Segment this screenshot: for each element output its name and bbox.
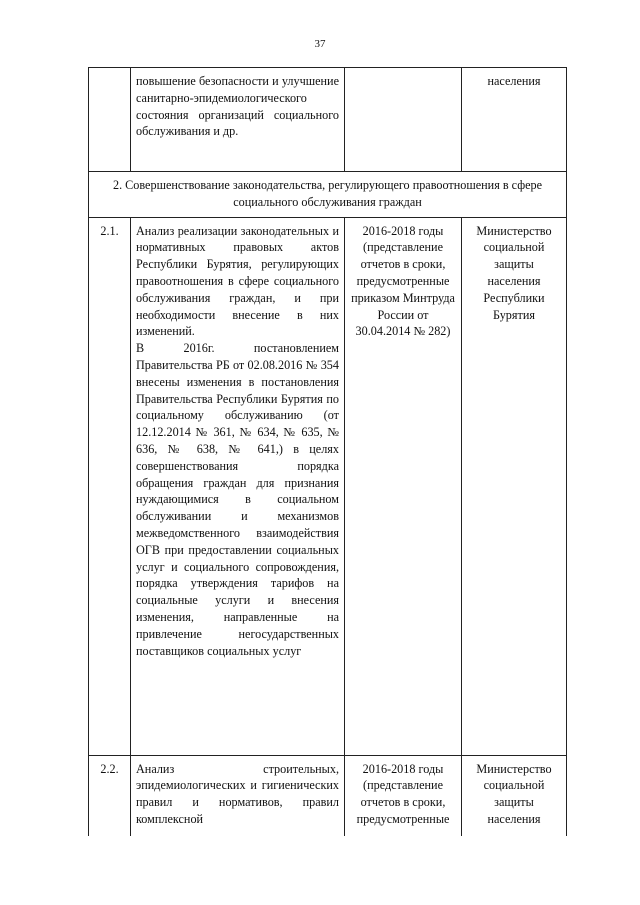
section-2-title: 2. Совершенствование законодательства, регулирующего правоотношения в сфере социального обслуживания граждан — [89, 172, 567, 218]
term-cell — [345, 68, 462, 172]
row-number-cell: 2.2. — [89, 755, 131, 836]
table-row-continuation — [89, 68, 567, 172]
measure-result-note: В 2016г. постановлением Правительства РБ от 02.08.2016 № 354 внесены изменения в постановления Правительства Республики Бурятия по социальному обслуживанию (от 12.12.2014 № 361, № 634, № 635, № 636, № 638, № 641,) в целях совершенствования порядка обращения граждан для признания нуждающимися в социальном обслуживании и механизмов межведомственного взаимодействия ОГВ при предоставлении социальных услуг и социального сопровождения, порядка утверждения тарифов на социальные услуги и внесения изменения, направленные на привлечение негосударственных поставщиков социальных услуг — [136, 341, 339, 658]
measure-description: Анализ реализации законодательных и нормативных правовых актов Республики Бурятия, регулирующих правоотношения в сфере социального обслуживания граждан, и при необходимости внесение в них изменений. — [136, 223, 339, 339]
executor-cell: населения — [462, 68, 567, 172]
table-row-2-1 — [89, 217, 567, 755]
table-row-2-2 — [89, 755, 567, 836]
executor-cell: Министерство социальной защиты населения Республики Бурятия — [462, 217, 567, 755]
measure-description-cell: повышение безопасности и улучшение санитарно-эпидемиологического состояния организаций социального обслуживания и др. — [131, 68, 345, 172]
executor-cell: Министерство социальной защиты населения — [462, 755, 567, 836]
row-number-cell: 2.1. — [89, 217, 131, 755]
term-cell: 2016-2018 годы (представление отчетов в сроки, предусмотренные приказом Минтруда России от 30.04.2014 № 282) — [345, 217, 462, 755]
measures-table — [88, 67, 567, 836]
page-number: 37 — [314, 38, 326, 50]
measure-description-cell — [131, 217, 345, 755]
measure-description-cell: Анализ строительных, эпидемиологических и гигиенических правил и нормативов, правил комплексной — [131, 755, 345, 836]
section-heading-row — [89, 172, 567, 218]
term-cell: 2016-2018 годы (представление отчетов в сроки, предусмотренные — [345, 755, 462, 836]
row-number-cell — [89, 68, 131, 172]
